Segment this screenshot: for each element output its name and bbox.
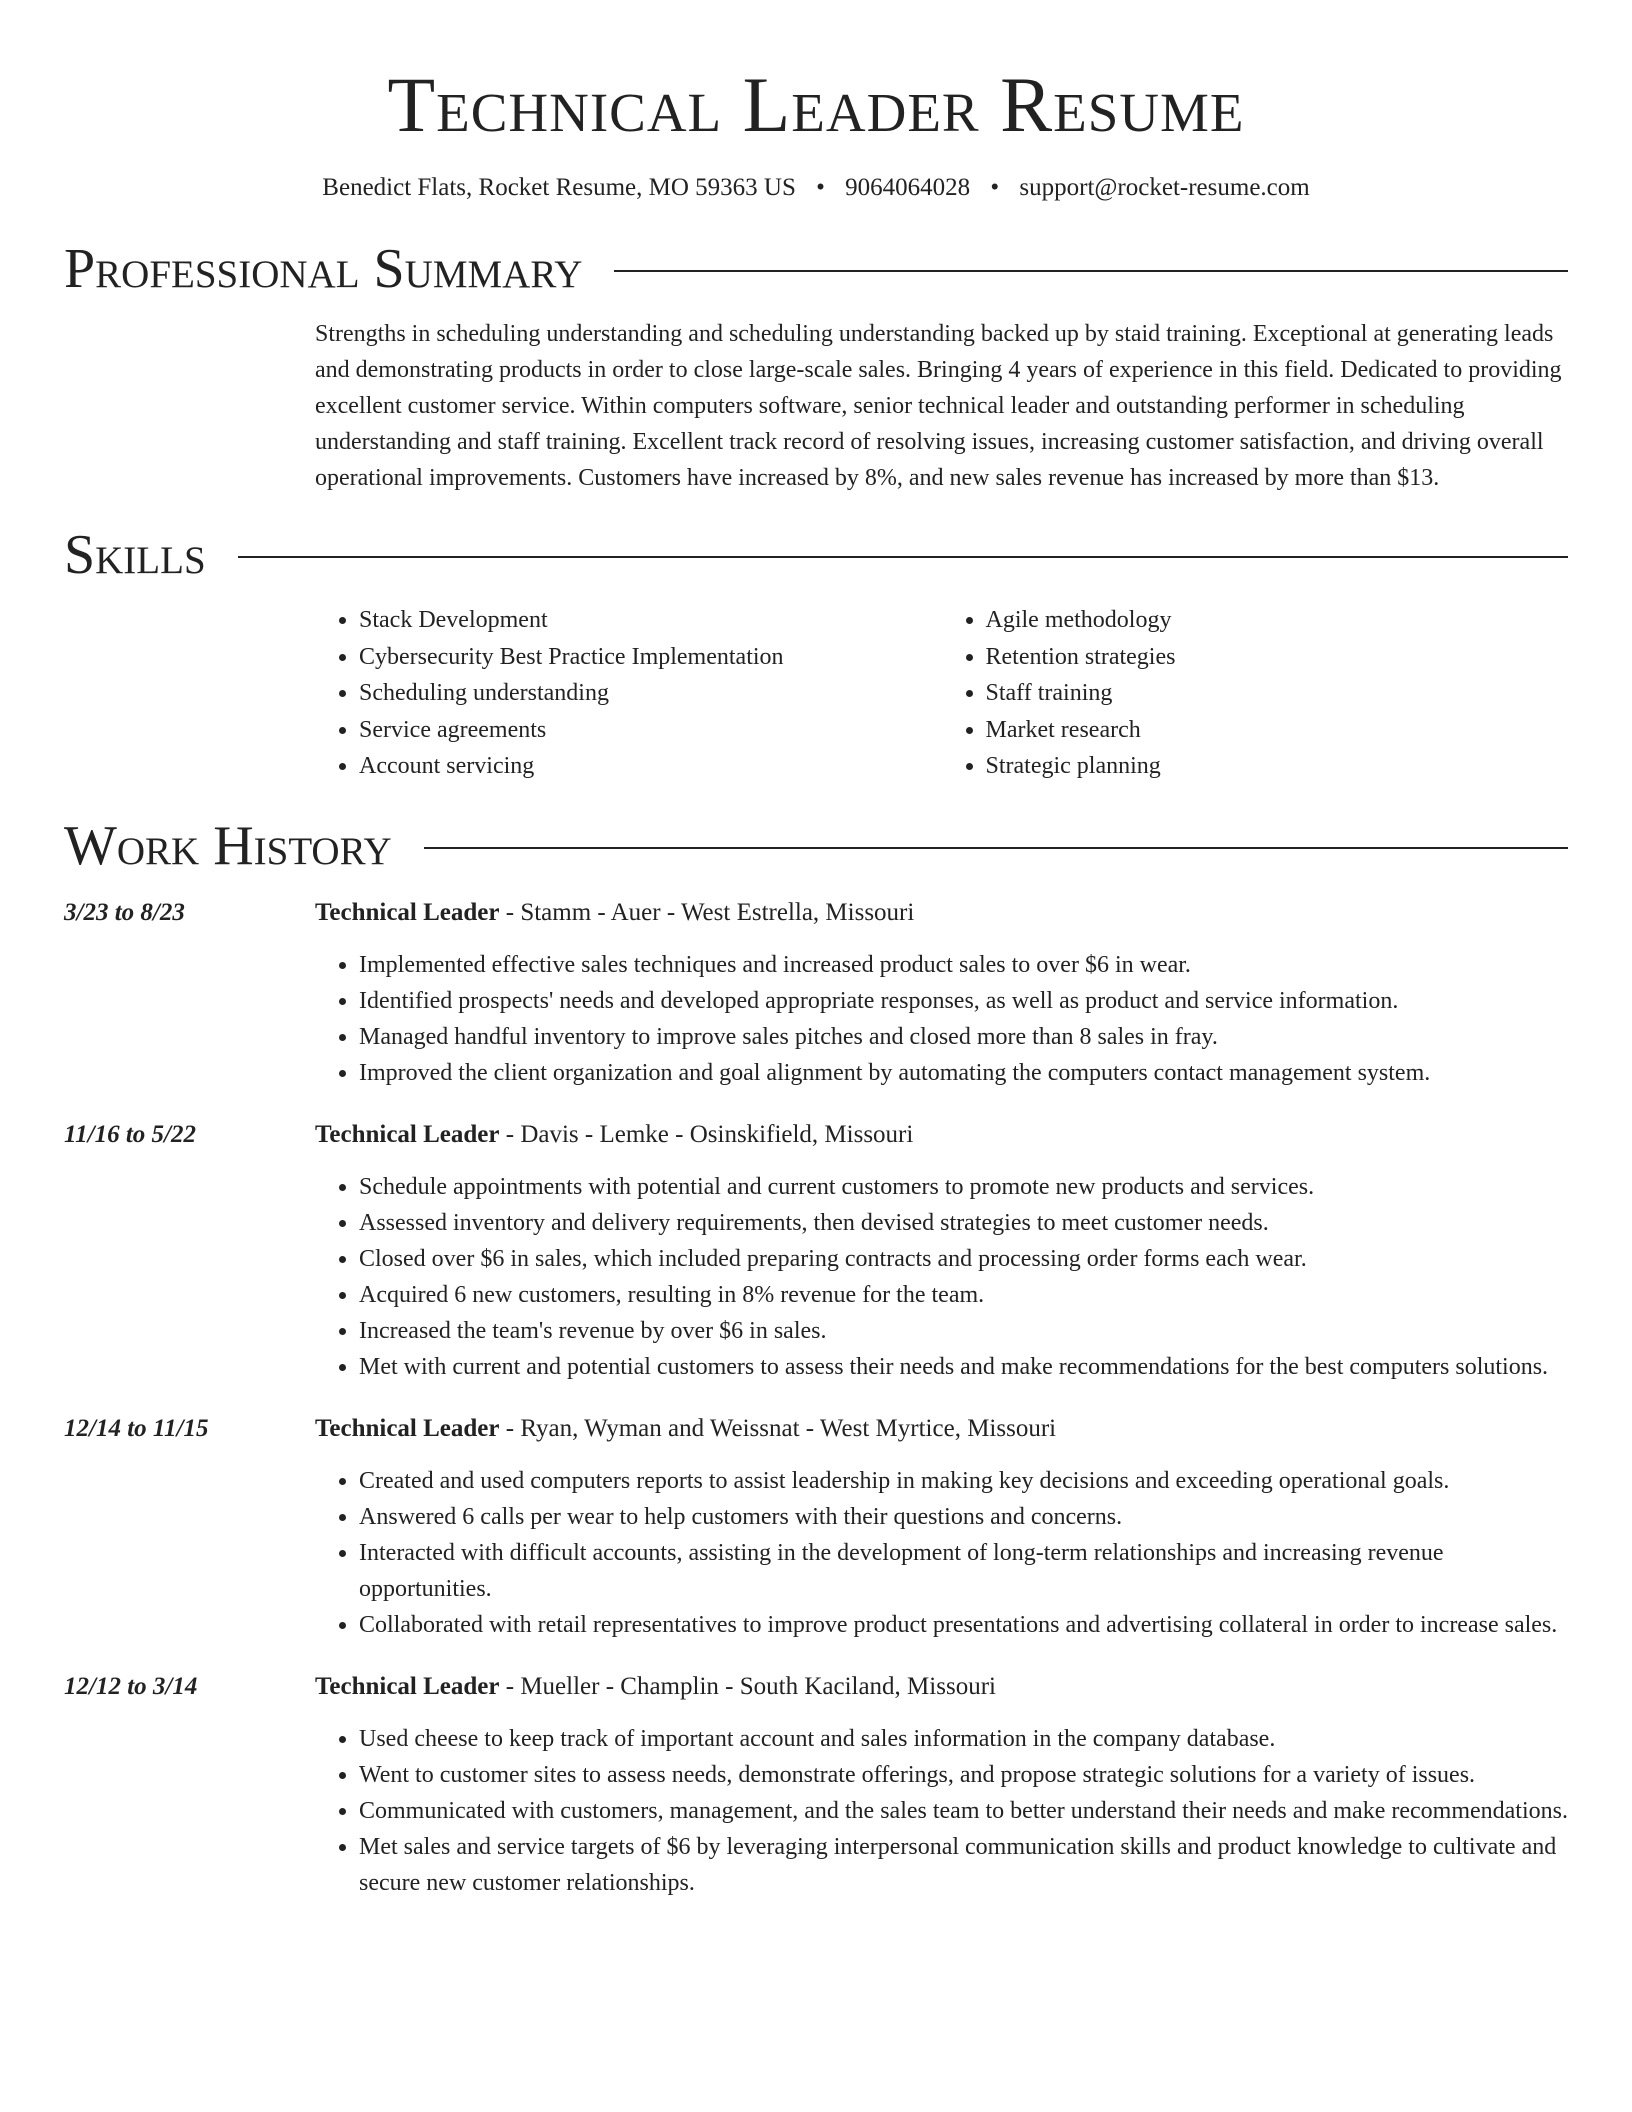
section-divider: [614, 270, 1568, 272]
job-role: Technical Leader: [315, 1414, 500, 1442]
job-bullet: • Schedule appointments with potential and current customers to promote new products and services.: [359, 1169, 1568, 1205]
job-bullet: • Answered 6 calls per wear to help customers with their questions and concerns.: [359, 1499, 1568, 1535]
job-bullet: • Identified prospects' needs and developed appropriate responses, as well as product and service information.: [359, 983, 1568, 1019]
job-bullet: • Collaborated with retail representatives to improve product presentations and advertising collateral in order to increase sales.: [359, 1607, 1568, 1643]
skill-item: • Strategic planning: [986, 748, 1569, 785]
job-employer-location: - Stamm - Auer - West Estrella, Missouri: [499, 898, 915, 926]
job-heading: [315, 895, 1568, 931]
contact-address: Benedict Flats, Rocket Resume, MO 59363 US: [322, 174, 796, 201]
skill-item: • Market research: [986, 712, 1569, 749]
job-heading: [315, 1117, 1568, 1153]
job-entry: [64, 1411, 1568, 1643]
resume-page: [64, 0, 1568, 1901]
contact-separator: •: [990, 174, 1000, 201]
skills-column-right: [942, 602, 1569, 785]
skill-item: • Stack Development: [359, 602, 942, 639]
job-bullet: • Acquired 6 new customers, resulting in 8% revenue for the team.: [359, 1277, 1568, 1313]
summary-section-header: [64, 238, 1568, 300]
job-role: Technical Leader: [315, 1120, 500, 1148]
job-bullet: • Improved the client organization and goal alignment by automating the computers contact management system.: [359, 1055, 1568, 1091]
job-bullets: [315, 947, 1568, 1091]
section-divider: [238, 556, 1568, 558]
work-heading: Work History: [64, 814, 392, 877]
skills-list: [315, 602, 1568, 785]
work-section-header: [64, 815, 1568, 877]
contact-separator: •: [816, 174, 825, 201]
job-entry: [64, 1669, 1568, 1901]
job-role: Technical Leader: [315, 898, 500, 926]
skill-item: • Scheduling understanding: [359, 675, 942, 712]
resume-title: Technical Leader Resume: [387, 61, 1245, 148]
skill-item: • Agile methodology: [986, 602, 1569, 639]
section-divider: [424, 847, 1568, 849]
summary-body: [315, 316, 1568, 496]
job-bullet: • Implemented effective sales techniques and increased product sales to over $6 in wear.: [359, 947, 1568, 983]
job-bullet: • Used cheese to keep track of important account and sales information in the company database.: [359, 1721, 1568, 1757]
skill-item: • Account servicing: [359, 748, 942, 785]
summary-heading: Professional Summary: [64, 238, 583, 300]
job-dates: 3/23 to 8/23: [64, 898, 185, 926]
job-bullet: • Closed over $6 in sales, which included preparing contracts and processing order forms each wear.: [359, 1241, 1568, 1277]
job-bullet: • Communicated with customers, management, and the sales team to better understand their needs and make recommendations.: [359, 1793, 1568, 1829]
job-bullets: [315, 1463, 1568, 1643]
job-bullet: • Increased the team's revenue by over $6 in sales.: [359, 1313, 1568, 1349]
job-employer-location: - Davis - Lemke - Osinskifield, Missouri: [499, 1120, 914, 1148]
job-dates: 12/14 to 11/15: [64, 1414, 209, 1442]
job-dates: 12/12 to 3/14: [64, 1672, 198, 1700]
summary-text: Strengths in scheduling understanding and scheduling understanding backed up by staid training. Exceptional at generating leads and demonstrating products in order to close large-scale sales. Bringing 4 years of experience in this field. Dedicated to providing excellent customer service. Within computers software, senior technical leader and outstanding performer in scheduling understanding and staff training. Excellent track record of resolving issues, increasing customer satisfaction, and driving overall operational improvements. Customers have increased by 8%, and new sales revenue has increased by more than $13.: [315, 321, 1562, 491]
skill-item: • Retention strategies: [986, 639, 1569, 676]
skills-section-header: [64, 524, 1568, 586]
skills-column-left: [315, 602, 942, 785]
job-heading: [315, 1669, 1568, 1705]
job-bullet: • Interacted with difficult accounts, assisting in the development of long-term relationships and increasing revenue opportunities.: [359, 1535, 1568, 1607]
contact-phone: 9064064028: [845, 174, 971, 201]
job-dates: 11/16 to 5/22: [64, 1120, 196, 1148]
contact-line: [64, 172, 1568, 204]
job-bullet: • Assessed inventory and delivery requirements, then devised strategies to meet customer needs.: [359, 1205, 1568, 1241]
job-entry: [64, 895, 1568, 1091]
contact-email: support@rocket-resume.com: [1019, 174, 1310, 201]
job-bullets: [315, 1721, 1568, 1901]
skill-item: • Service agreements: [359, 712, 942, 749]
job-bullet: • Met sales and service targets of $6 by leveraging interpersonal communication skills and product knowledge to cultivate and secure new customer relationships.: [359, 1829, 1568, 1901]
skill-item: • Cybersecurity Best Practice Implementation: [359, 639, 942, 676]
job-employer-location: - Ryan, Wyman and Weissnat - West Myrtice, Missouri: [499, 1414, 1057, 1442]
job-entry: [64, 1117, 1568, 1385]
job-bullet: • Met with current and potential customers to assess their needs and make recommendations for the best computers solutions.: [359, 1349, 1568, 1385]
job-bullet: • Created and used computers reports to assist leadership in making key decisions and exceeding operational goals.: [359, 1463, 1568, 1499]
skill-item: • Staff training: [986, 675, 1569, 712]
job-employer-location: - Mueller - Champlin - South Kaciland, Missouri: [499, 1672, 996, 1700]
skills-heading: Skills: [64, 524, 206, 586]
job-role: Technical Leader: [315, 1672, 500, 1700]
job-heading: [315, 1411, 1568, 1447]
job-bullets: [315, 1169, 1568, 1385]
job-bullet: • Managed handful inventory to improve sales pitches and closed more than 8 sales in fray.: [359, 1019, 1568, 1055]
job-bullet: • Went to customer sites to assess needs, demonstrate offerings, and propose strategic solutions for a variety of issues.: [359, 1757, 1568, 1793]
